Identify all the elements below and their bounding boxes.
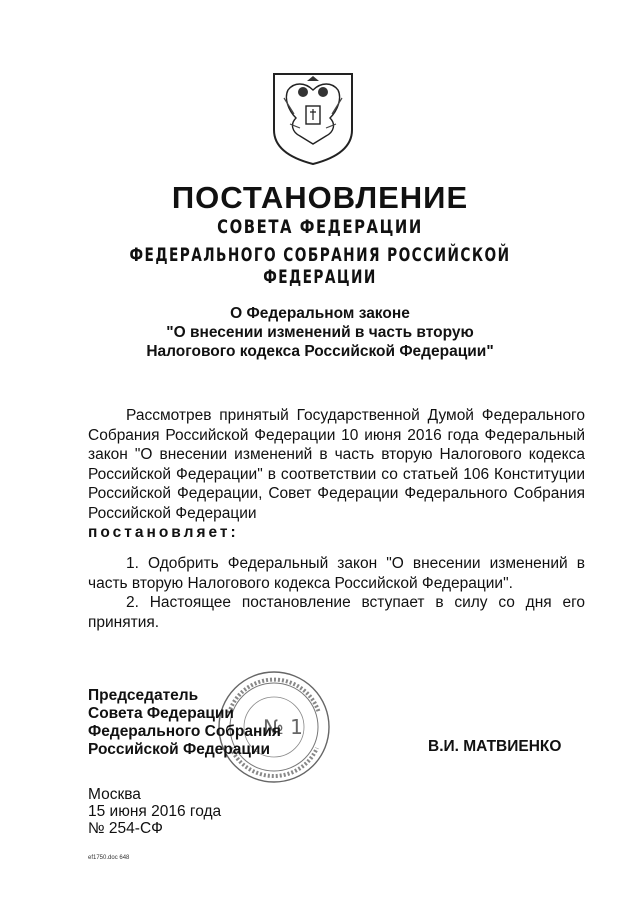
preamble-body: Рассмотрев принятый Государственной Думой Федерального Собрания Российской Федерации 10 июня 2016 года Федеральный закон "О внесении изменений в часть вторую Налогового кодекса Российской Федерации" в соответствии со статьей 106 Конституции Российской Федерации, Совет Федерации Федерального Собрания Российской Федерации [88, 407, 585, 522]
city: Москва [88, 786, 141, 803]
issuer-line-1: СОВЕТА ФЕДЕРАЦИИ [217, 216, 423, 238]
place-date-block [88, 786, 221, 837]
resolution-items [88, 554, 585, 632]
subject-line-1: О Федеральном законе [230, 305, 410, 322]
stamp-number: № 1 [263, 715, 303, 739]
signature-line-1: Председатель [88, 687, 199, 704]
document-subject [0, 304, 640, 361]
document-number: № 254-СФ [88, 820, 163, 837]
preamble [88, 406, 585, 543]
subject-line-2: "О внесении изменений в часть вторую [166, 324, 474, 341]
state-emblem-icon [270, 68, 356, 166]
resolution-item-1: 1. Одобрить Федеральный закон "О внесении изменений в часть вторую Налогового кодекса Российской Федерации". [88, 555, 585, 592]
date: 15 июня 2016 года [88, 803, 222, 820]
document-type: ПОСТАНОВЛЕНИЕ [171, 180, 469, 215]
subject-line-3: Налогового кодекса Российской Федерации" [146, 343, 494, 360]
preamble-text [88, 406, 585, 523]
resolves-word: постановляет: [88, 524, 239, 541]
signature-block [88, 687, 281, 759]
footer-code: ef1750.doc 648 [88, 855, 130, 861]
signature-line-4: Российской Федерации [88, 741, 270, 758]
signature-line-3: Федерального Собрания [88, 723, 281, 740]
resolution-item-2: 2. Настоящее постановление вступает в силу со дня его принятия. [88, 594, 585, 631]
signature-line-2: Совета Федерации [88, 705, 234, 722]
issuer-line-2: ФЕДЕРАЛЬНОГО СОБРАНИЯ РОССИЙСКОЙ ФЕДЕРАЦИИ [129, 244, 511, 288]
signer-name: В.И. МАТВИЕНКО [428, 738, 562, 755]
